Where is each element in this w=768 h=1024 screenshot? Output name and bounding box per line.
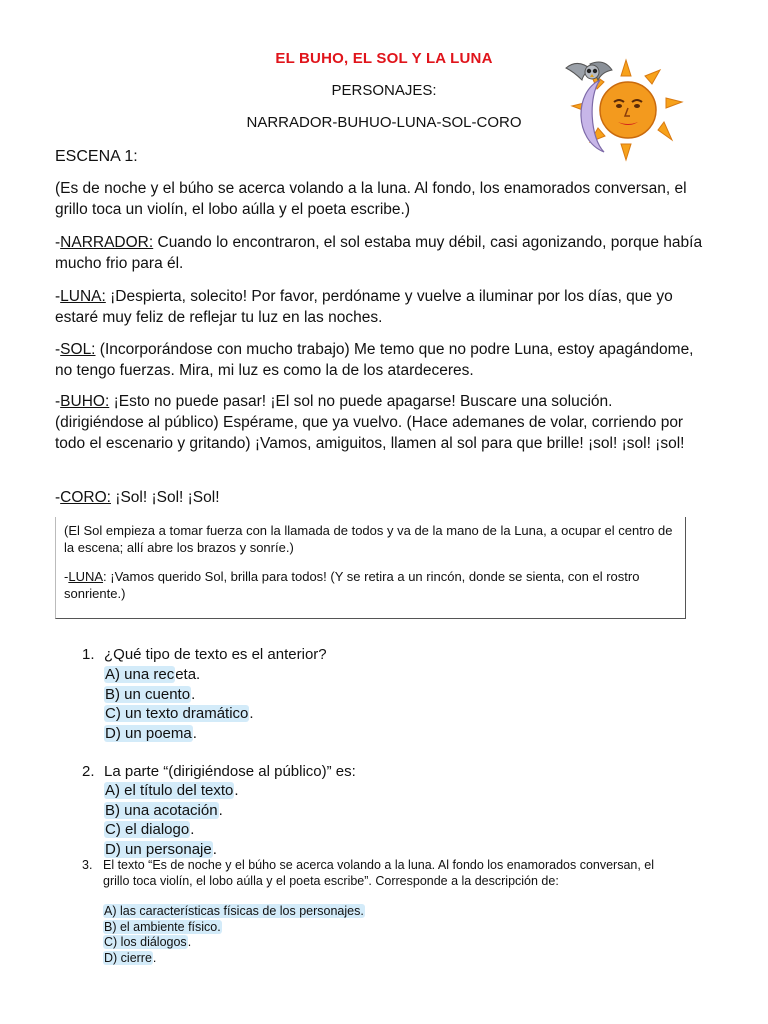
question-2-options <box>104 781 239 859</box>
answer-option[interactable]: C) el dialogo. <box>105 821 195 838</box>
answer-option[interactable]: C) los diálogos. <box>104 935 192 949</box>
dialogue-sol <box>55 339 705 381</box>
answer-option[interactable]: A) una receta. <box>105 666 201 683</box>
speaker-label: BUHO: <box>60 393 110 410</box>
question-text: La parte “(dirigiéndose al público)” es: <box>104 763 356 780</box>
dialogue-buho <box>55 391 705 454</box>
dialogue-dash: - <box>64 569 69 584</box>
scene-intro: (Es de noche y el búho se acerca volando a la luna. Al fondo, los enamorados conversan, el grillo toca un violín, el lobo aúlla y el poeta escribe.) <box>55 180 687 218</box>
dialogue-text: : ¡Vamos querido Sol, brilla para todos! (Y se retira a un rincón, donde se sienta, con el rostro sonriente.) <box>64 569 640 601</box>
sun-face-icon <box>600 82 656 138</box>
dialogue-text: Cuando lo encontraron, el sol estaba muy débil, casi agonizando, porque había mucho frio para él. <box>55 234 703 272</box>
speaker-label: LUNA <box>68 569 104 584</box>
question-3-options <box>103 904 365 966</box>
speaker-label: NARRADOR: <box>60 234 154 251</box>
answer-option[interactable]: D) un poema. <box>105 724 197 742</box>
speaker-label: CORO: <box>60 489 111 506</box>
document-title: EL BUHO, EL SOL Y LA LUNA <box>275 50 493 67</box>
question-number: 2. <box>82 763 95 780</box>
stage-direction-text: (El Sol empieza a tomar fuerza con la llamada de todos y va de la mano de la Luna, a ocupar el centro de la escena; allí abre los brazos y sonríe.) <box>64 523 673 555</box>
answer-option[interactable]: B) el ambiente físico. <box>104 919 221 934</box>
dialogue-text: ¡Sol! ¡Sol! ¡Sol! <box>110 489 220 506</box>
speaker-label: LUNA: <box>60 288 106 305</box>
dialogue-dash: - <box>55 341 61 358</box>
answer-option[interactable]: C) un texto dramático. <box>105 705 254 722</box>
question-2 <box>82 762 356 782</box>
dialogue-coro <box>55 487 705 508</box>
dialogue-text: ¡Esto no puede pasar! ¡El sol no puede apagarse! Buscare una solución. (dirigiéndose al público) Espérame, que ya vuelvo. (Hace ademanes de volar, corriendo por todo el escenario y gritando) ¡Vamos, amiguitos, llamen al sol para que brille! ¡sol! ¡sol! ¡sol! <box>55 393 685 452</box>
question-text: El texto “Es de noche y el búho se acerca volando a la luna. Al fondo los enamorados conversan, el grillo toca violín, el lobo aúlla y el poeta escribe”. Corresponde a la descripción de: <box>103 858 655 888</box>
scene-label: ESCENA 1: <box>55 148 138 165</box>
question-number: 1. <box>82 646 95 663</box>
answer-option[interactable]: D) cierre. <box>104 950 157 965</box>
dialogue-dash: - <box>55 489 61 506</box>
characters-list: NARRADOR-BUHUO-LUNA-SOL-CORO <box>246 114 522 131</box>
characters-heading: PERSONAJES: <box>331 82 437 99</box>
stage-direction-box <box>55 517 686 619</box>
answer-option[interactable]: D) un personaje. <box>105 840 217 858</box>
dialogue-narrador <box>55 232 705 274</box>
dialogue-dash: - <box>55 288 61 305</box>
answer-option[interactable]: A) las características físicas de los personajes. <box>104 904 364 918</box>
dialogue-dash: - <box>55 234 61 251</box>
dialogue-luna <box>55 286 705 328</box>
dialogue-text: ¡Despierta, solecito! Por favor, perdóname y vuelve a iluminar por los días, que yo estaré muy feliz de reflejar tu luz en las noches. <box>55 288 673 326</box>
question-number: 3. <box>82 858 93 872</box>
dialogue-luna-final <box>64 568 684 602</box>
question-1-options <box>104 665 254 743</box>
speaker-label: SOL: <box>60 341 96 358</box>
question-1 <box>82 645 327 665</box>
answer-option[interactable]: A) el título del texto. <box>105 782 239 799</box>
answer-option[interactable]: B) una acotación. <box>105 801 223 819</box>
dialogue-dash: - <box>55 393 61 410</box>
question-text: ¿Qué tipo de texto es el anterior? <box>104 646 327 663</box>
dialogue-text: (Incorporándose con mucho trabajo) Me temo que no podre Luna, estoy apagándome, no tengo fuerzas. Mira, mi luz es como la de los atardeceres. <box>55 341 694 379</box>
answer-option[interactable]: B) un cuento. <box>105 685 196 703</box>
